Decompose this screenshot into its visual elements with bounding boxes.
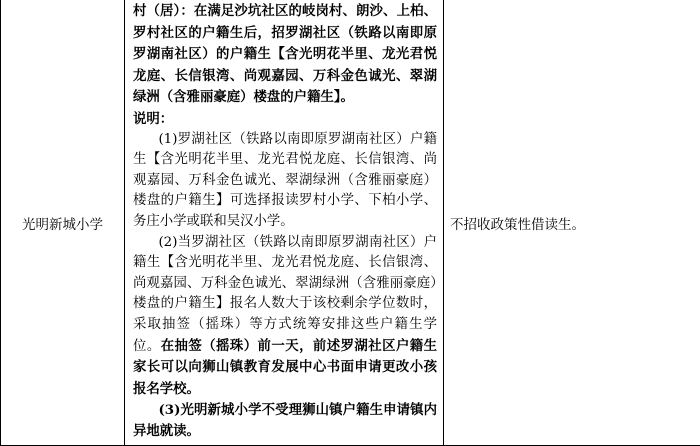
loan-policy-text: 不招收政策性借读生。 — [450, 217, 585, 233]
school-name-cell — [1, 0, 125, 446]
table-row — [1, 0, 700, 446]
enrollment-policy-cell — [125, 0, 444, 446]
note-item-2 — [133, 233, 437, 401]
note-item-1: (1)罗湖社区（铁路以南即原罗湖南社区）户籍生【含光明花半里、龙光君悦龙庭、长信银湾、尚观嘉园、万科金色诚光、翠湖绿洲（含雅丽豪庭）楼盘的户籍生】可选择报读罗村小学、下柏小学、务庄小学或联和吴汉小学。 — [133, 130, 437, 233]
note-item-2-emphasis: 在抽签（摇珠）前一天，前述罗湖社区户籍生家长可以向狮山镇教育发展中心书面申请更改小孩报名学校。 — [133, 338, 437, 397]
note-heading: 说明： — [133, 109, 437, 130]
enrollment-scope-text: 村（居）：在满足沙坑社区的岐岗村、朗沙、上柏、罗村社区的户籍生后，招罗湖社区（铁路以南即原罗湖南社区）的户籍生【含光明花半里、龙光君悦龙庭、长信银湾、尚观嘉园、万科金色诚光、翠湖绿洲（含雅丽豪庭）楼盘的户籍生】。 — [133, 3, 437, 105]
loan-policy-cell — [444, 0, 700, 446]
note-item-2-text: (2)当罗湖社区（铁路以南即原罗湖南社区）户籍生【含光明花半里、龙光君悦龙庭、长信银湾、尚观嘉园、万科金色诚光、翠湖绿洲（含雅丽豪庭）楼盘的户籍生】报名人数大于该校剩余学位数时，采取抽签（摇珠）等方式统筹安排这些户籍生学位。 — [133, 235, 437, 354]
school-name: 光明新城小学 — [22, 217, 103, 233]
note-item-3: (3)光明新城小学不受理狮山镇户籍生申请镇内异地就读。 — [133, 400, 437, 441]
enrollment-scope-paragraph — [133, 1, 437, 109]
